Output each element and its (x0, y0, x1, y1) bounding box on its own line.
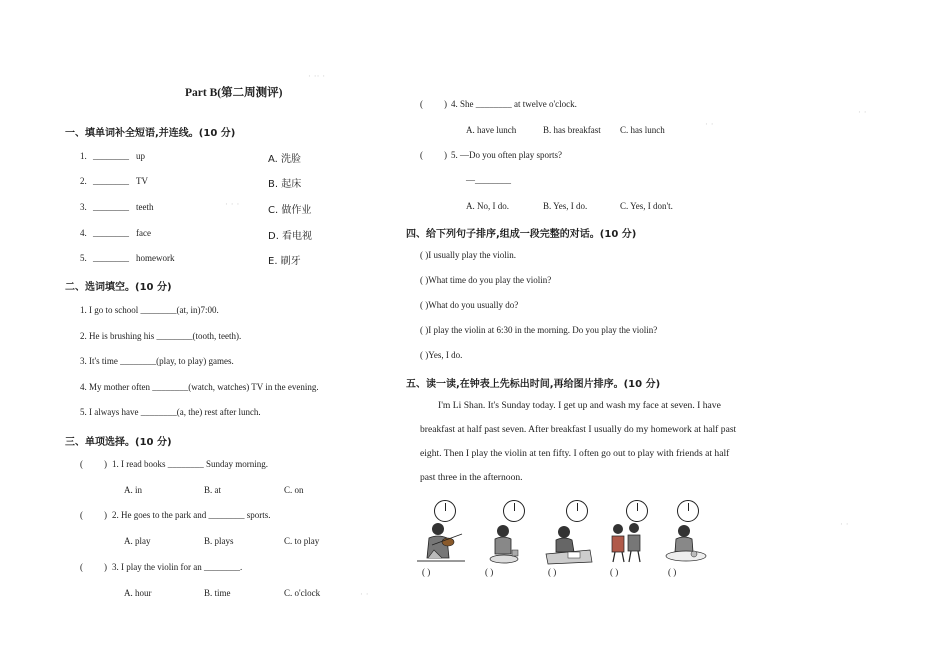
q-option[interactable]: A. hour (124, 588, 152, 598)
s1-num: 4. (80, 228, 87, 238)
section5-heading: 五、读一读,在钟表上先标出时间,再给图片排序。(10 分) (406, 379, 661, 390)
s1-num: 5. (80, 253, 87, 263)
q-stem: 3. I play the violin for an ________. (112, 562, 243, 572)
q-option[interactable]: C. on (284, 485, 304, 495)
s1-num: 3. (80, 202, 87, 212)
s2-item[interactable]: 1. I go to school ________(at, in)7:00. (80, 305, 219, 315)
s2-item[interactable]: 5. I always have ________(a, the) rest after lunch. (80, 407, 261, 417)
answer-paren-open[interactable]: ( (420, 150, 423, 160)
s2-item[interactable]: 4. My mother often ________(watch, watches) TV in the evening. (80, 382, 319, 392)
answer-paren-open[interactable]: ( (80, 510, 83, 520)
dialogue-line[interactable]: ( )What do you usually do? (420, 300, 519, 310)
s1-word: TV (136, 176, 148, 186)
s1-blank[interactable]: ________ (93, 228, 129, 238)
q-option[interactable]: B. has breakfast (543, 125, 601, 135)
q-option[interactable]: C. has lunch (620, 125, 665, 135)
q-stem: 5. —Do you often play sports? (451, 150, 562, 160)
answer-paren-close: ) (104, 459, 107, 469)
q-option[interactable]: A. in (124, 485, 142, 495)
s1-option: E. 刷牙 (268, 256, 301, 267)
clock-face-icon[interactable] (626, 500, 648, 522)
s1-word: teeth (136, 202, 154, 212)
answer-paren-close: ) (104, 510, 107, 520)
q-option[interactable]: A. have lunch (466, 125, 517, 135)
page-title: Part B(第二周测评) (185, 87, 283, 99)
bleed-through-mark: · · (705, 120, 714, 130)
s1-option: C. 做作业 (268, 205, 312, 216)
order-blank[interactable]: ( ) (548, 567, 557, 577)
passage-line: eight. Then I play the violin at ten fifty. I often go out to play with friends at half (420, 448, 730, 459)
order-blank[interactable]: ( ) (610, 567, 619, 577)
passage-line: I'm Li Shan. It's Sunday today. I get up and wash my face at seven. I have (438, 400, 721, 411)
q-stem: 1. I read books ________ Sunday morning. (112, 459, 268, 469)
s1-word: up (136, 151, 145, 161)
washing-girl-icon (478, 522, 532, 566)
q-stem: 2. He goes to the park and ________ sports. (112, 510, 271, 520)
s1-blank[interactable]: ________ (93, 151, 129, 161)
reading-passage (420, 394, 750, 490)
dialogue-line[interactable]: ( )I usually play the violin. (420, 250, 516, 260)
q-option[interactable]: B. time (204, 588, 231, 598)
breakfast-girl-icon (660, 522, 714, 566)
clock-face-icon[interactable] (566, 500, 588, 522)
clock-face-icon[interactable] (434, 500, 456, 522)
q-option[interactable]: B. at (204, 485, 221, 495)
bleed-through-mark: · · (858, 108, 867, 118)
s1-option: A. 洗脸 (268, 154, 302, 165)
q-stem: 4. She ________ at twelve o'clock. (451, 99, 577, 109)
dialogue-line[interactable]: ( )I play the violin at 6:30 in the morning. Do you play the violin? (420, 325, 658, 335)
answer-paren-open[interactable]: ( (80, 459, 83, 469)
s1-blank[interactable]: ________ (93, 202, 129, 212)
s1-word: homework (136, 253, 175, 263)
q-option[interactable]: B. Yes, I do. (543, 201, 588, 211)
order-blank[interactable]: ( ) (668, 567, 677, 577)
s1-num: 2. (80, 176, 87, 186)
homework-girl-icon (542, 522, 596, 566)
s2-item[interactable]: 2. He is brushing his ________(tooth, teeth). (80, 331, 242, 341)
q-option[interactable]: A. No, I do. (466, 201, 509, 211)
q-option[interactable]: C. o'clock (284, 588, 321, 598)
passage-line: breakfast at half past seven. After breakfast I usually do my homework at half past (420, 424, 737, 435)
dialogue-line[interactable]: ( )Yes, I do. (420, 350, 463, 360)
section1-heading: 一、填单词补全短语,并连线。(10 分) (65, 128, 236, 139)
bleed-through-mark: · · (840, 520, 849, 530)
bleed-through-mark: · · · (225, 200, 240, 210)
answer-line[interactable]: —________ (466, 175, 511, 185)
section3-heading: 三、单项选择。(10 分) (65, 437, 172, 448)
s1-num: 1. (80, 151, 87, 161)
q-option[interactable]: C. to play (284, 536, 320, 546)
violin-girl-icon (414, 520, 468, 564)
q-option[interactable]: C. Yes, I don't. (620, 201, 673, 211)
bleed-through-mark: · · (360, 590, 369, 600)
clock-face-icon[interactable] (677, 500, 699, 522)
section4-heading: 四、给下列句子排序,组成一段完整的对话。(10 分) (406, 229, 637, 240)
s1-word: face (136, 228, 151, 238)
s2-item[interactable]: 3. It's time ________(play, to play) games. (80, 356, 234, 366)
section2-heading: 二、选词填空。(10 分) (65, 282, 172, 293)
s1-blank[interactable]: ________ (93, 176, 129, 186)
order-blank[interactable]: ( ) (485, 567, 494, 577)
s1-blank[interactable]: ________ (93, 253, 129, 263)
q-option[interactable]: B. plays (204, 536, 234, 546)
s1-option: B. 起床 (268, 179, 302, 190)
dialogue-line[interactable]: ( )What time do you play the violin? (420, 275, 552, 285)
s1-option: D. 看电视 (268, 231, 313, 242)
playing-friends-icon (602, 520, 656, 564)
bleed-through-mark: · ·· · (308, 72, 326, 82)
passage-line: past three in the afternoon. (420, 472, 523, 483)
answer-paren-close: ) (104, 562, 107, 572)
q-option[interactable]: A. play (124, 536, 151, 546)
order-blank[interactable]: ( ) (422, 567, 431, 577)
answer-paren-close: ) (444, 99, 447, 109)
answer-paren-open[interactable]: ( (420, 99, 423, 109)
answer-paren-open[interactable]: ( (80, 562, 83, 572)
clock-face-icon[interactable] (503, 500, 525, 522)
answer-paren-close: ) (444, 150, 447, 160)
